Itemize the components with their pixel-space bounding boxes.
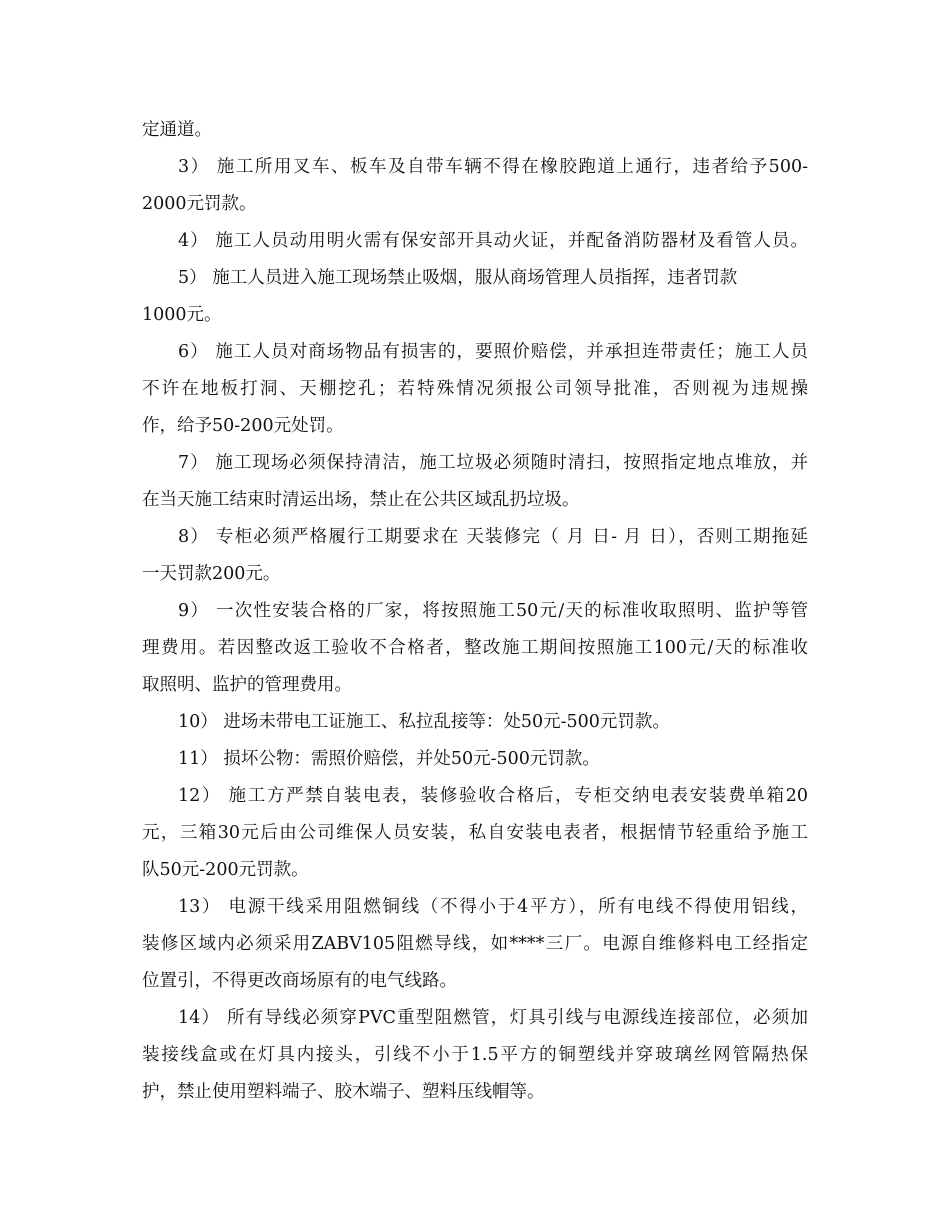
text-line: 取照明、监护的管理费用。 [142,675,352,695]
text-line: 位置引，不得更改商场原有的电气线路。 [142,971,457,991]
text-line: 队50元-200元罚款。 [142,860,309,880]
text-line: 装修区域内必须采用ZABV105阻燃导线，如****三厂。电源自维修料电工经指定 [142,934,808,954]
text-line: 装接线盒或在灯具内接头，引线不小于1.5平方的铜塑线并穿玻璃丝网管隔热保 [142,1045,808,1065]
text-line: 定通道。 [142,120,212,140]
text-line: 2000元罚款。 [142,194,257,214]
text-line: 4） 施工人员动用明火需有保安部开具动火证，并配备消防器材及看管人员。 [178,231,808,251]
text-line: 12） 施工方严禁自装电表，装修验收合格后，专柜交纳电表安装费单箱20 [178,786,808,806]
text-line: 护，禁止使用塑料端子、胶木端子、塑料压线帽等。 [142,1082,545,1102]
text-line: 7） 施工现场必须保持清洁，施工垃圾必须随时清扫，按照指定地点堆放，并 [178,453,808,473]
text-line: 13） 电源干线采用阻燃铜线（不得小于4平方），所有电线不得使用铝线， [178,897,808,917]
text-line: 作，给予50-200元处罚。 [142,416,344,436]
text-line: 1000元。 [142,305,222,325]
text-line: 在当天施工结束时清运出场，禁止在公共区域乱扔垃圾。 [142,490,580,510]
text-line: 10） 进场未带电工证施工、私拉乱接等：处50元-500元罚款。 [178,712,670,732]
text-line: 不许在地板打洞、天棚挖孔；若特殊情况须报公司领导批准，否则视为违规操 [142,379,808,399]
text-line: 14） 所有导线必须穿PVC重型阻燃管，灯具引线与电源线连接部位，必须加 [178,1008,808,1028]
text-line: 5） 施工人员进入施工现场禁止吸烟，服从商场管理人员指挥，违者罚款 [178,268,738,288]
text-line: 3） 施工所用叉车、板车及自带车辆不得在橡胶跑道上通行，违者给予500- [178,157,808,177]
text-line: 一天罚款200元。 [142,564,281,584]
text-line: 理费用。若因整改返工验收不合格者，整改施工期间按照施工100元/天的标准收 [142,638,808,658]
text-line: 9） 一次性安装合格的厂家，将按照施工50元/天的标准收取照明、监护等管 [178,601,808,621]
text-line: 8） 专柜必须严格履行工期要求在 天装修完（ 月 日- 月 日），否则工期拖延 [178,527,808,547]
text-line: 6） 施工人员对商场物品有损害的，要照价赔偿，并承担连带责任；施工人员 [178,342,808,362]
text-line: 元，三箱30元后由公司维保人员安装，私自安装电表者，根据情节轻重给予施工 [142,823,808,843]
text-line: 11） 损坏公物：需照价赔偿，并处50元-500元罚款。 [178,749,600,769]
